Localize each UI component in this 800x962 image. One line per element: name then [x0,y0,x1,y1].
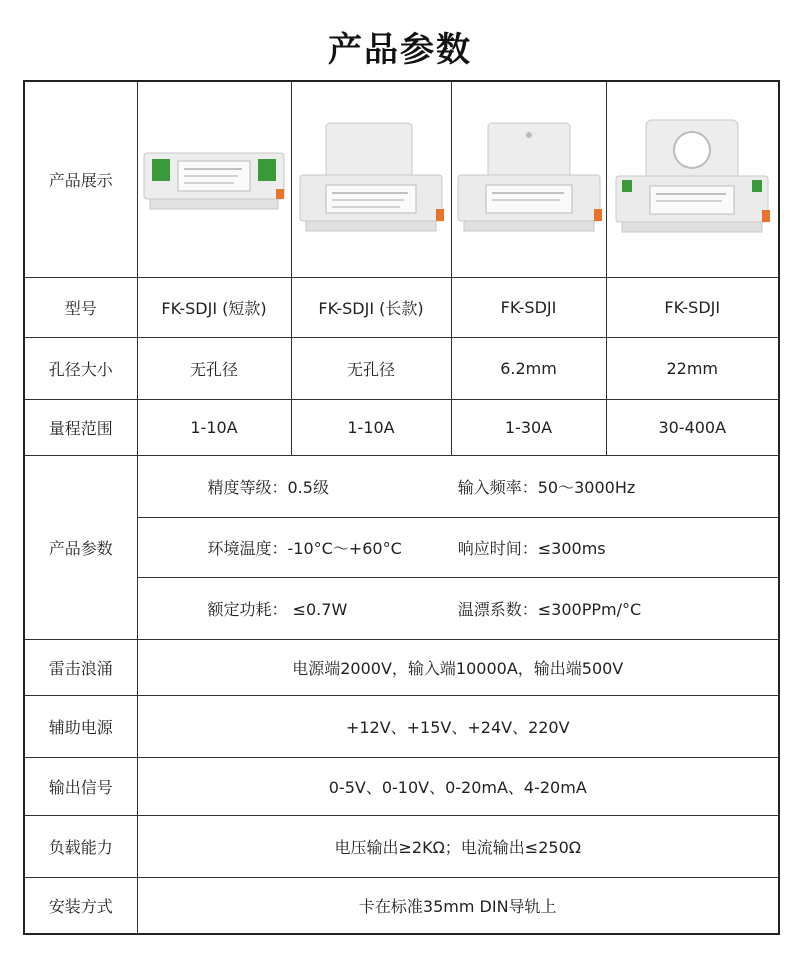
aperture-value-3: 6.2mm [451,337,606,399]
install-value: 卡在标准35mm DIN导轨上 [137,877,779,934]
module-hole-large-icon [612,116,772,242]
table-row-params-3 [24,577,779,639]
range-value-1: 1-10A [137,399,291,455]
surge-value: 电源端2000V，输入端10000A，输出端500V [137,639,779,695]
load-value: 电压输出≥2KΩ；电流输出≤250Ω [137,815,779,877]
range-value-2: 1-10A [291,399,451,455]
product-image-6mm [451,81,606,277]
param-drift: 温漂系数：≤300PPm/°C [457,599,642,619]
table-row-load [24,815,779,877]
table-row-surge [24,639,779,695]
row-label-params: 产品参数 [24,455,137,639]
model-value-1: FK-SDJI (短款) [137,277,291,337]
params-line-3 [137,577,779,639]
param-accuracy: 精度等级：0.5级 [207,477,329,497]
power-value: +12V、+15V、+24V、220V [137,695,779,757]
spec-table [23,80,780,935]
row-label-output: 输出信号 [24,757,137,815]
range-value-4: 30-400A [606,399,779,455]
output-value: 0-5V、0-10V、0-20mA、4-20mA [137,757,779,815]
param-power-consumption: 额定功耗： ≤0.7W [207,599,348,619]
row-label-model: 型号 [24,277,137,337]
aperture-value-1: 无孔径 [137,337,291,399]
table-row-install [24,877,779,934]
module-short-icon [142,139,286,219]
params-line-2 [137,517,779,577]
row-label-range: 量程范围 [24,399,137,455]
table-row-display [24,81,779,277]
module-long-icon [296,119,446,239]
module-hole-small-icon [454,119,604,239]
model-value-4: FK-SDJI [606,277,779,337]
row-label-display: 产品展示 [24,81,137,277]
row-label-load: 负载能力 [24,815,137,877]
table-row-range [24,399,779,455]
table-row-params-1 [24,455,779,517]
params-line-1 [137,455,779,517]
row-label-power: 辅助电源 [24,695,137,757]
model-value-3: FK-SDJI [451,277,606,337]
page-title: 产品参数 [328,30,472,70]
table-row-params-2 [24,517,779,577]
table-row-output [24,757,779,815]
range-value-3: 1-30A [451,399,606,455]
aperture-value-2: 无孔径 [291,337,451,399]
row-label-aperture: 孔径大小 [24,337,137,399]
product-image-short [137,81,291,277]
table-row-model [24,277,779,337]
row-label-install: 安装方式 [24,877,137,934]
param-response: 响应时间：≤300ms [457,538,606,558]
row-label-surge: 雷击浪涌 [24,639,137,695]
model-value-2: FK-SDJI (长款) [291,277,451,337]
param-temperature: 环境温度：-10°C～+60°C [207,538,402,558]
table-row-aperture [24,337,779,399]
product-image-long [291,81,451,277]
param-frequency: 输入频率：50～3000Hz [457,477,636,497]
product-image-22mm [606,81,779,277]
table-row-power [24,695,779,757]
aperture-value-4: 22mm [606,337,779,399]
